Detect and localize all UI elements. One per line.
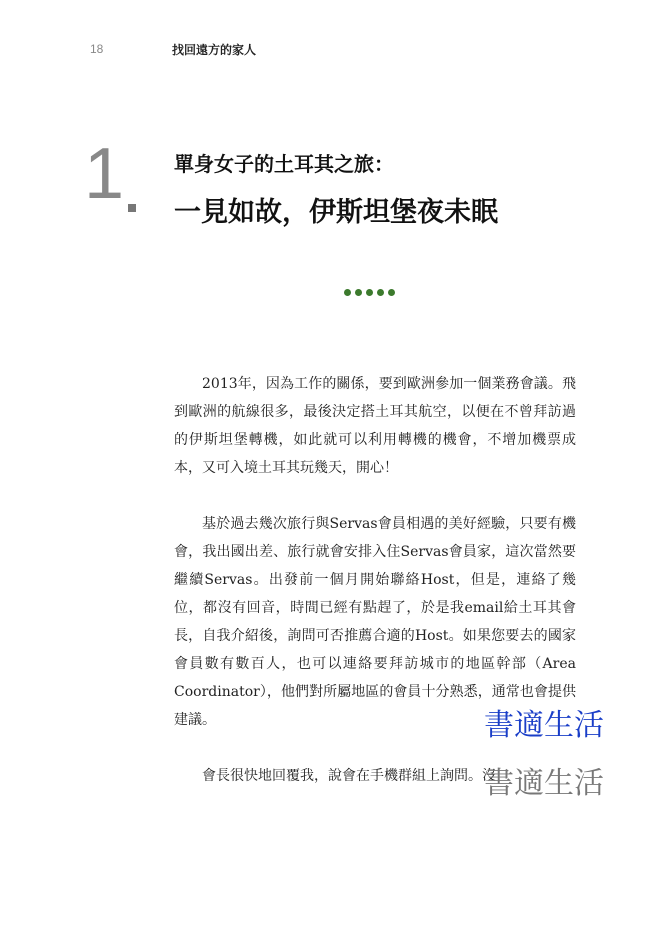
section-ornament bbox=[344, 289, 395, 296]
ornament-dot bbox=[366, 289, 373, 296]
paragraph-2: 基於過去幾次旅行與Servas會員相遇的美好經驗，只要有機會，我出國出差、旅行就會安排入住Servas會員家，這次當然要繼續Servas。出發前一個月開始聯絡Host，但是，連絡了幾位，都沒有回音，時間已經有點趕了，於是我email給土耳其會長，自我介紹後，詢問可否推薦合適的Host。如果您要去的國家會員數有數百人，也可以連絡要拜訪城市的地區幹部（Area Coordinator），他們對所屬地區的會員十分熟悉，通常也會提供建議。 bbox=[174, 516, 576, 728]
paragraph-3: 會長很快地回覆我，說會在手機群組上詢問。沒 bbox=[202, 768, 496, 784]
paragraph-1: 2013年，因為工作的關係，要到歐洲參加一個業務會議。飛到歐洲的航線很多，最後決定搭土耳其航空，以便在不曾拜訪過的伊斯坦堡轉機，如此就可以利用轉機的機會，不增加機票成本，又可入境土耳其玩幾天，開心！ bbox=[174, 376, 576, 476]
ornament-dot bbox=[388, 289, 395, 296]
running-head: 找回遠方的家人 bbox=[172, 43, 257, 57]
chapter-number-dot bbox=[128, 204, 136, 212]
chapter-number: 1 bbox=[84, 134, 123, 214]
chapter-title-line-1: 單身女子的土耳其之旅： bbox=[174, 152, 394, 176]
watermark-gray: 書適生活 bbox=[484, 766, 604, 801]
ornament-dot bbox=[355, 289, 362, 296]
page-number: 18 bbox=[90, 42, 104, 56]
watermark-blue: 書適生活 bbox=[484, 708, 604, 743]
ornament-dot bbox=[377, 289, 384, 296]
ornament-dot bbox=[344, 289, 351, 296]
body-text bbox=[174, 370, 576, 818]
chapter-title-line-2: 一見如故，伊斯坦堡夜未眠 bbox=[174, 197, 498, 228]
